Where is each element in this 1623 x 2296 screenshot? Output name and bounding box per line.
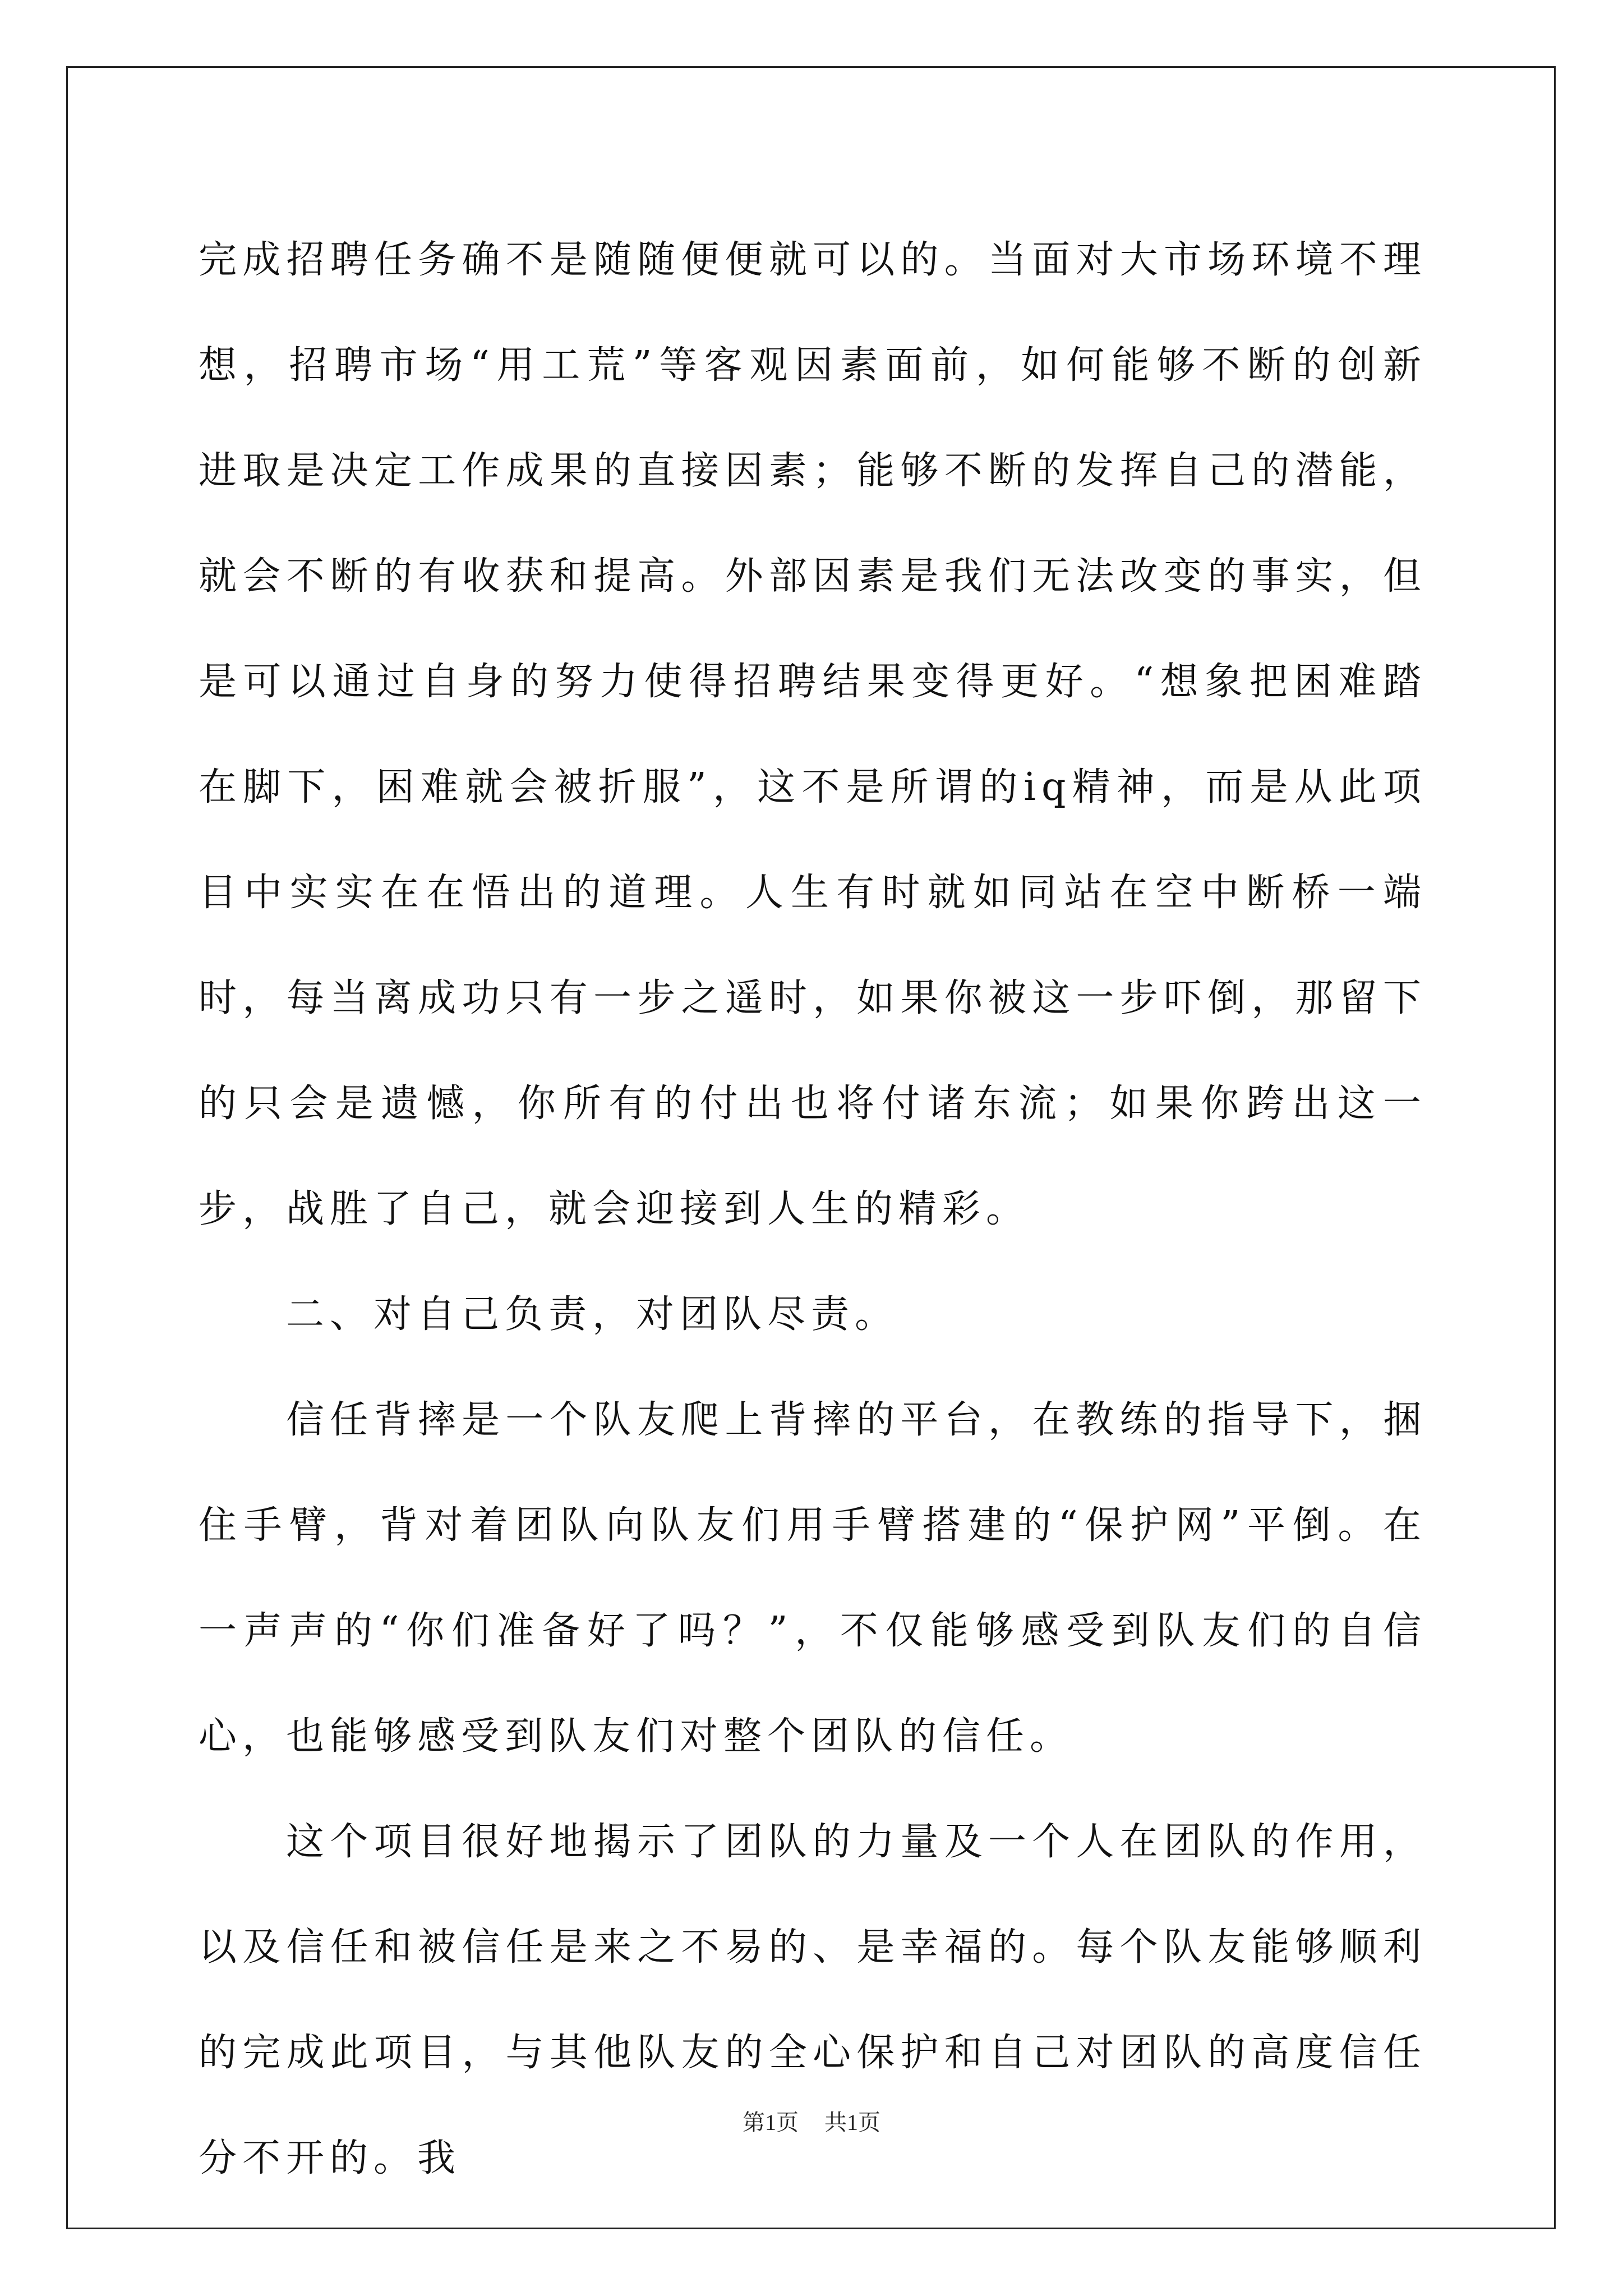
page-number-current: 第1页: [743, 2110, 799, 2135]
page-footer: [0, 2105, 1623, 2137]
document-body: [199, 208, 1427, 2211]
paragraph-1: 完成招聘任务确不是随随便便就可以的。当面对大市场环境不理想，招聘市场“用工荒”等客观因素面前，如何能够不断的创新进取是决定工作成果的直接因素；能够不断的发挥自己的潜能，就会不断的有收获和提高。外部因素是我们无法改变的事实，但是可以通过自身的努力使得招聘结果变得更好。“想象把困难踏在脚下，困难就会被折服”，这不是所谓的iq精神，而是从此项目中实实在在悟出的道理。人生有时就如同站在空中断桥一端时，每当离成功只有一步之遥时，如果你被这一步吓倒，那留下的只会是遗憾，你所有的付出也将付诸东流；如果你跨出这一步，战胜了自己，就会迎接到人生的精彩。: [199, 238, 1427, 1231]
paragraph-2-heading: 二、对自己负责，对团队尽责。: [286, 1292, 899, 1337]
paragraph-3: 信任背摔是一个队友爬上背摔的平台，在教练的指导下，捆住手臂，背对着团队向队友们用手臂搭建的“保护网”平倒。在一声声的“你们准备好了吗？”，不仅能够感受到队友们的自信心，也能够感受到队友们对整个团队的信任。: [199, 1398, 1427, 1759]
page-number-total: 共1页: [824, 2110, 880, 2135]
paragraph-4: 这个项目很好地揭示了团队的力量及一个人在团队的作用，以及信任和被信任是来之不易的、是幸福的。每个队友能够顺利的完成此项目，与其他队友的全心保护和自己对团队的高度信任分不开的。我: [199, 1820, 1427, 2180]
